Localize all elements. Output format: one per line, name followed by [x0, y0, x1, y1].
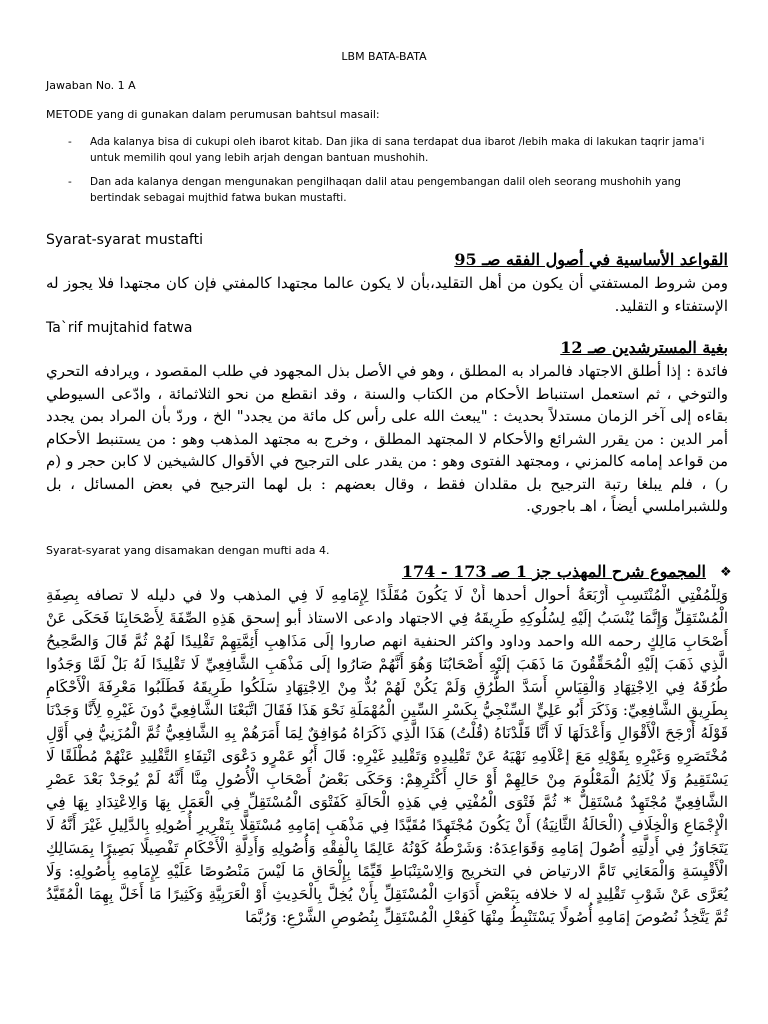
- section-label-tarif: Ta`rif mujtahid fatwa: [46, 320, 193, 336]
- bullet-text: Dan ada kalanya dengan mengunakan pengilhaqan dalil atau pengembangan dalil oleh seorang mushohih yang bertindak sebagai mujthid fatwa bukan mustafti.: [90, 176, 681, 204]
- section-label-syarat: Syarat-syarat yang disamakan dengan mufti ada 4.: [46, 544, 330, 557]
- answer-number: Jawaban No. 1 A: [46, 79, 136, 92]
- bullet-text: Ada kalanya bisa di cukupi oleh ibarot kitab. Dan jika di sana terdapat dua ibarot /lebih maka di lakukan taqrir jama'i untuk memilih qoul yang lebih arjah dengan bantuan mushohih.: [90, 136, 705, 164]
- bullet-item: [68, 174, 728, 206]
- bullet-item: [68, 134, 728, 166]
- arabic-source-title: القواعد الأساسية في أصول الفقه صـ 95: [454, 250, 728, 269]
- method-intro: METODE yang di gunakan dalam perumusan bahtsul masail:: [46, 108, 380, 121]
- bullet-dash: -: [68, 136, 72, 148]
- arabic-paragraph: وَلِلْمُفْتِي الْمُنْتَسِبِ أَرْبَعَةُ أحوال أحدها أَنْ لَا يَكُونَ مُقَلِّدًا لِإِمَامِهِ لَا فِي المذهب ولا في دليله لا تصافه بِصِفَةِ الْمُسْتَقِلِّ وَإِنَّمَا يُنْسَبُ إلَيْهِ لِسُلُوكِهِ طَرِيقَهُ فِي الاجتهاد وادعى الاستاذ أبو إسحق هَذِهِ الصِّفَةَ لِأَصْحَابِنَا فَحَكَى عَنْ أَصْحَابِ مَالِكٍ رحمه الله واحمد وداود واكثر الحنفية انهم صاروا إلَى مَذَاهِبِ أَئِمَّتِهِمْ تَقْلِيدًا لَهُمْ ثُمَّ قَالَ وَالصَّحِيحُ الَّذِي ذَهَبَ إلَيْهِ الْمُحَقِّقُونَ مَا ذَهَبَ إلَيْهِ أَصْحَابُنَا وَهُوَ أَنَّهُمْ صَارُوا إلَى مَذْهَبِ الشَّافِعِيِّ لَا تَقْلِيدًا لَهُ بَلْ لَمَّا وَجَدُوا طُرُقَهُ فِي الِاجْتِهَادِ وَالْقِيَاسِ أَسَدَّ الطُّرُقِ وَلَمْ يَكُنْ لَهُمْ بُدٌّ مِنْ الِاجْتِهَادِ سَلَكُوا طَرِيقَهُ فَطَلَبُوا مَعْرِفَةَ الْأَحْكَامِ بِطَرِيقِ الشَّافِعِيِّ: وَذَكَرَ أَبُو عَلِيٍّ السِّنْجِيُّ بِكَسْرِ السِّينِ الْمُهْمَلَةِ نَحْوَ هَذَا فَقَالَ اتَّبَعْنَا الشَّافِعِيَّ دُونَ غَيْرِهِ لِأَنَّا وَجَدْنَا قَوْلَهُ أَرْجَحَ الْأَقْوَالِ وَأَعْدَلَهَا لَا أَنَّا قَلَّدْنَاهُ (قُلْتُ) هَذَا الَّذِي ذَكَرَاهُ مُوَافِقٌ لِمَا أَمَرَهُمْ بِهِ الشَّافِعِيُّ ثُمَّ الْمُزَنِيُّ فِي أَوَّلِ مُخْتَصَرِهِ وَغَيْرِهِ بِقَوْلِهِ مَعَ إعْلَامِهِ نَهْيَهُ عَنْ تَقْلِيدِهِ وَتَقْلِيدِ غَيْرِهِ: قَالَ أَبُو عَمْرٍو دَعْوَى انْتِفَاءِ التَّقْلِيدِ عَنْهُمْ مُطْلَقًا لَا يَسْتَقِيمُ وَلَا يُلَائِمُ الْمَعْلُومَ مِنْ حَالِهِمْ أَوْ حَالِ أَكْثَرِهِمْ: وَحَكَى بَعْضُ أَصْحَابِ الْأُصُولِ مِنَّا أَنَّهُ لَمْ يُوجَدْ بَعْدَ عَصْرِ الشَّافِعِيِّ مُجْتَهِدٌ مُسْتَقِلٌّ * ثُمَّ فَتْوَى الْمُفْتِي فِي هَذِهِ الْحَالَةِ كَفَتْوَى الْمُسْتَقِلِّ فِي الْعَمَلِ بِهَا وَالِاعْتِدَادِ بِهَا فِي الْإِجْمَاعِ وَالْخِلَافِ (الْحَالَةُ الثَّانِيَةُ) أَنْ يَكُونَ مُجْتَهِدًا مُقَيَّدًا فِي مَذْهَبِ إمَامِهِ مُسْتَقِلًّا بِتَقْرِيرِ أُصُولِهِ بِالدَّلِيلِ غَيْرَ أَنَّهُ لَا يَتَجَاوَزُ فِي أَدِلَّتِهِ أُصُولَ إمَامِهِ وَقَوَاعِدَهُ: وَشَرْطُهُ كَوْنُهُ عَالِمًا بِالْفِقْهِ وَأُصُولِهِ وَأَدِلَّةِ الْأَحْكَامِ تَفْصِيلًا بَصِيرًا بِمَسَالِكِ الْأَقْيِسَةِ وَالْمَعَانِي تَامَّ الارتياض في التخريج وَالِاسْتِنْبَاطِ قَيِّمًا بِإِلْحَاقِ مَا لَيْسَ مَنْصُوصًا عَلَيْهِ لِإِمَامِهِ بِأُصُولِهِ: وَلَا يُعَرَّى عَنْ شَوْبِ تَقْلِيدٍ له لا خلافه بِبَعْضِ أَدَوَاتِ الْمُسْتَقِلِّ بِأَنْ يُخِلَّ بِالْحَدِيثِ أَوْ الْعَرَبِيَّةِ وَكَثِيرًا مَا أَخَلَّ بِهِمَا الْمُقَيَّدُ ثُمَّ يَتَّخِذُ نُصُوصَ إمَامِهِ أُصُولًا يَسْتَنْبِطُ مِنْهَا كَفِعْلِ الْمُسْتَقِلِّ بِنُصُوصِ الشَّرْعِ: وَرُبَّمَا: [46, 586, 728, 926]
- arabic-source-title: بغية المسترشدين صـ 12: [560, 338, 728, 357]
- arabic-source-title: المجموع شرح المهذب جز 1 صـ 173 - 174: [401, 562, 706, 581]
- diamond-bullet-icon: ❖: [720, 565, 732, 580]
- section-label-mustafti: Syarat-syarat mustafti: [46, 232, 203, 248]
- arabic-paragraph: ومن شروط المستفتي أن يكون من أهل التقليد،بأن لا يكون عالما مجتهدا كالمفتي فإن كان مجتهدا فلا يجوز له الإستفتاء و التقليد.: [46, 274, 728, 315]
- arabic-paragraph: فائدة : إذا أطلق الاجتهاد فالمراد به المطلق ، وهو في الأصل بذل المجهود في طلب المقصود ، ويرادفه التحري والتوخي ، ثم استعمل استنباط الأحكام من الكتاب والسنة ، وقد انقطع من نحو الثلاثمائة ، وادّعى السيوطي بقاءه إلى آخر الزمان مستدلاً بحديث : "يبعث الله على رأس كل مائة من يجدد" الخ ، وردّ بأن المراد بمن يجدد أمر الدين : من يقرر الشرائع والأحكام لا المجتهد المطلق ، وخرج به مجتهد المذهب وهو : من يستنبط الأحكام من قواعد إمامه كالمزني ، ومجتهد الفتوى وهو : من يقدر على الترجيح في الأقوال كالشيخين لا كابن حجر و (م ر) ، فلم يبلغا رتبة الترجيح بل مقلدان فقط ، وقال بعضهم : بل لهما الترجيح في بعض المسائل ، بل وللشبراملسي أيضاً ، اهـ باجوري.: [46, 362, 728, 515]
- document-title: LBM BATA-BATA: [341, 50, 427, 63]
- bullet-dash: -: [68, 176, 72, 188]
